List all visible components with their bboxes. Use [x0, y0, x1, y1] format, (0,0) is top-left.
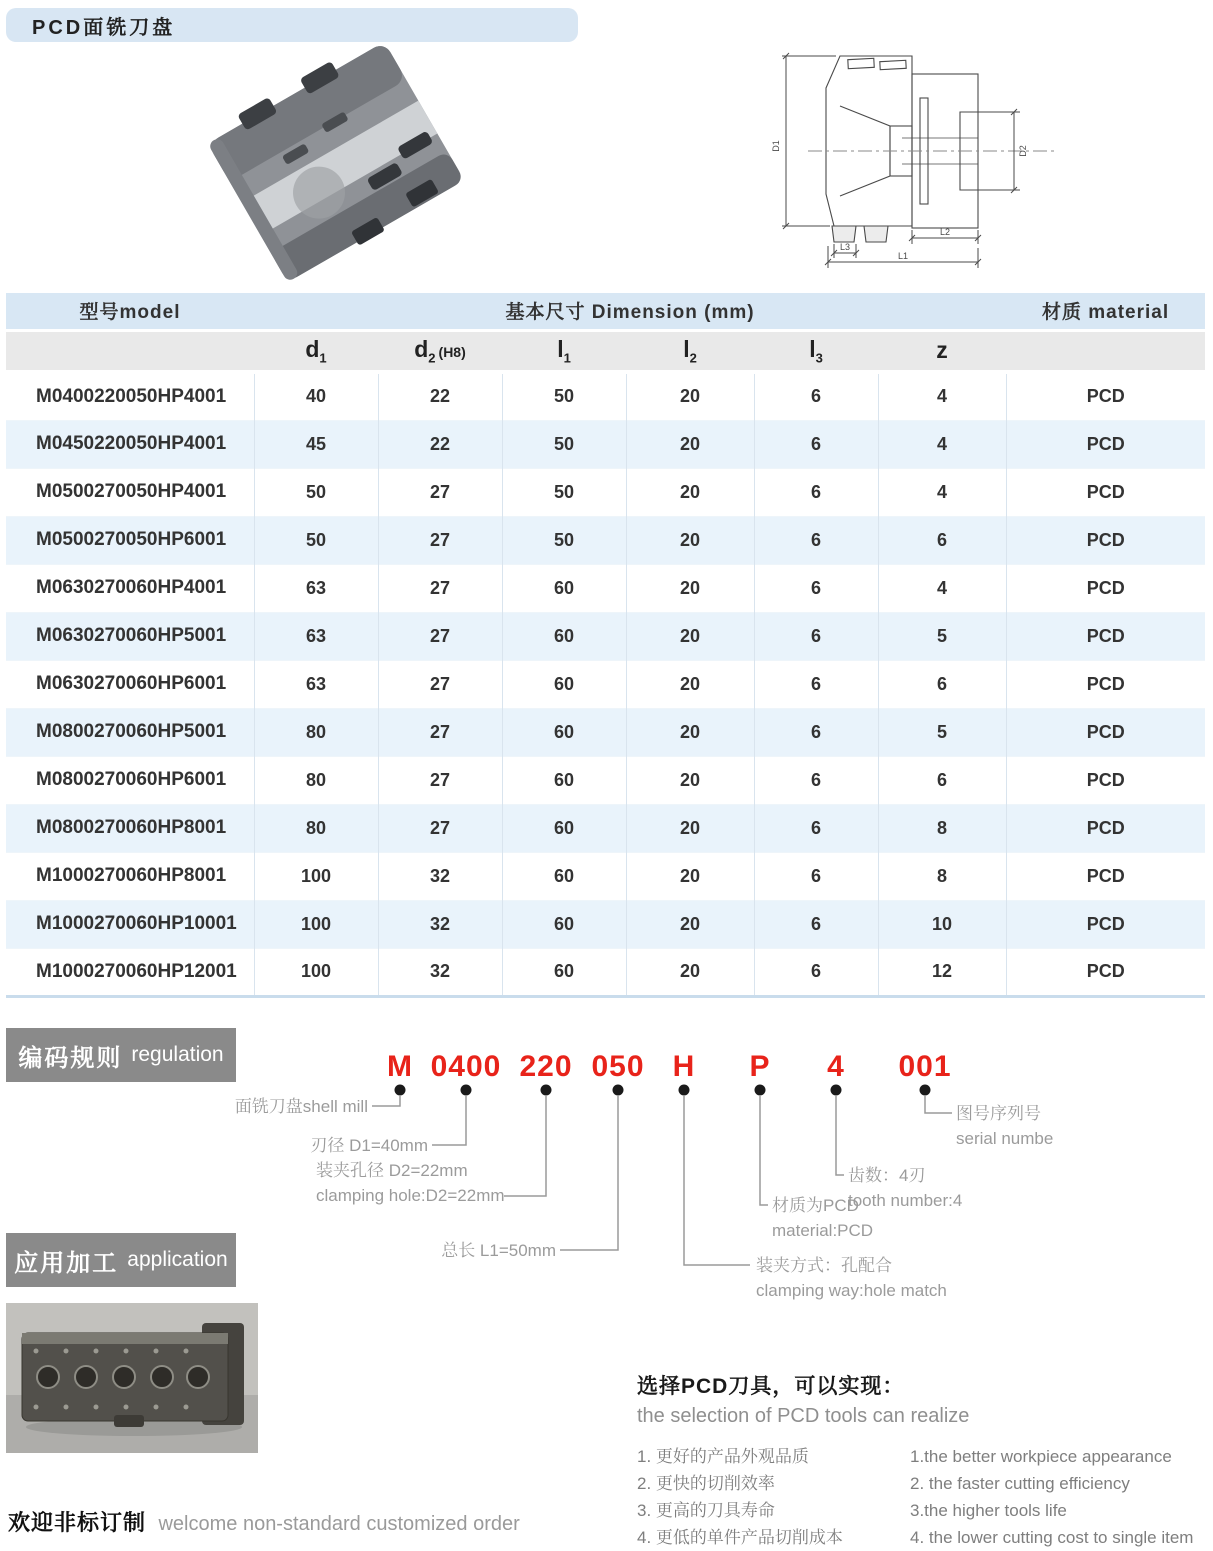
footer-note [8, 1506, 520, 1537]
d1-cell: 63 [254, 612, 378, 660]
model-cell: M0800270060HP5001 [6, 708, 254, 756]
d2-cell: 27 [378, 660, 502, 708]
z-cell: 4 [878, 564, 1006, 612]
l2-cell: 20 [626, 852, 754, 900]
code-token-p: P [749, 1050, 771, 1083]
code-token-4: 4 [827, 1050, 845, 1083]
annotation-tooth-cn: 齿数：4刃 [848, 1166, 926, 1185]
d2-cell: 22 [378, 372, 502, 420]
l2-cell: 20 [626, 564, 754, 612]
table-header-row [6, 293, 1205, 330]
l3-cell: 6 [754, 516, 878, 564]
benefits-list-cn [637, 1443, 910, 1551]
l3-cell: 6 [754, 612, 878, 660]
material-cell: PCD [1006, 900, 1205, 948]
benefits-title-cn: 选择PCD刀具，可以实现： [637, 1375, 905, 1398]
l1-cell: 50 [502, 468, 626, 516]
annotation-serial-cn: 图号序列号 [956, 1104, 1041, 1123]
col-header-l3: $l_3$ [754, 330, 878, 372]
l1-cell: 50 [502, 372, 626, 420]
model-cell: M0630270060HP5001 [6, 612, 254, 660]
table-row [6, 468, 1205, 516]
footer-cn: 欢迎非标订制 [8, 1510, 147, 1535]
z-cell: 5 [878, 612, 1006, 660]
l2-cell: 20 [626, 612, 754, 660]
annotation-shell-mill: 面铣刀盘shell mill [234, 1097, 368, 1116]
d1-cell: 80 [254, 708, 378, 756]
l3-cell: 6 [754, 900, 878, 948]
material-cell: PCD [1006, 804, 1205, 852]
subheader-empty [6, 330, 254, 372]
table-row [6, 852, 1205, 900]
col-header-z: z [878, 330, 1006, 372]
table-row [6, 516, 1205, 564]
subheader-empty-material [1006, 330, 1205, 372]
annotation-serial-en: serial numbe [956, 1129, 1054, 1148]
footer-en: welcome non-standard customized order [158, 1513, 520, 1535]
l3-cell: 6 [754, 372, 878, 420]
table-row [6, 564, 1205, 612]
z-cell: 10 [878, 900, 1006, 948]
d2-cell: 27 [378, 756, 502, 804]
material-cell: PCD [1006, 372, 1205, 420]
l1-cell: 50 [502, 420, 626, 468]
l1-cell: 60 [502, 852, 626, 900]
application-badge: 应用加工 application [6, 1233, 236, 1287]
annotation-material-en: material:PCD [772, 1221, 874, 1240]
table-row [6, 612, 1205, 660]
annotation-clamping-en: clamping hole:D2=22mm [316, 1186, 505, 1205]
z-cell: 6 [878, 516, 1006, 564]
model-cell: M1000270060HP8001 [6, 852, 254, 900]
model-cell: M0500270050HP4001 [6, 468, 254, 516]
table-row [6, 708, 1205, 756]
annotation-tooth-en: tooth number:4 [848, 1191, 963, 1210]
table-row [6, 756, 1205, 804]
benefits-list-en [910, 1443, 1193, 1551]
dim-label-d1: D1 [771, 140, 781, 152]
l3-cell: 6 [754, 708, 878, 756]
col-header-l1: $l_1$ [502, 330, 626, 372]
pcd-benefits [637, 1370, 1212, 1551]
dim-label-l3: L3 [839, 242, 851, 252]
model-cell: M1000270060HP12001 [6, 948, 254, 996]
dim-label-d2: D2 [1018, 145, 1028, 157]
d2-cell: 27 [378, 804, 502, 852]
code-token-0400: 0400 [430, 1050, 502, 1083]
model-cell: M0630270060HP4001 [6, 564, 254, 612]
d2-cell: 22 [378, 420, 502, 468]
col-header-d2: $d_2$ (H8) [378, 330, 502, 372]
material-cell: PCD [1006, 948, 1205, 996]
annotation-clamping-cn: 装夹孔径 D2=22mm [316, 1161, 468, 1180]
z-cell: 4 [878, 372, 1006, 420]
material-cell: PCD [1006, 516, 1205, 564]
d1-cell: 100 [254, 852, 378, 900]
col-header-d1: $d_1$ [254, 330, 378, 372]
material-cell: PCD [1006, 468, 1205, 516]
table-row [6, 372, 1205, 420]
d2-cell: 27 [378, 564, 502, 612]
material-cell: PCD [1006, 564, 1205, 612]
model-cell: M0450220050HP4001 [6, 420, 254, 468]
table-row [6, 948, 1205, 996]
l3-cell: 6 [754, 948, 878, 996]
l1-cell: 60 [502, 612, 626, 660]
l2-cell: 20 [626, 756, 754, 804]
code-token-h: H [672, 1050, 696, 1083]
benefit-item-en: 1.the better workpiece appearance [910, 1447, 1172, 1466]
l2-cell: 20 [626, 372, 754, 420]
benefit-item-cn: 2. 更快的切削效率 [637, 1474, 775, 1493]
z-cell: 12 [878, 948, 1006, 996]
code-token-001: 001 [898, 1050, 952, 1083]
l3-cell: 6 [754, 420, 878, 468]
regulation-badge: 编码规则 regulation [6, 1028, 236, 1082]
dim-label-l1: L1 [897, 251, 909, 261]
table-row [6, 660, 1205, 708]
code-token-m: M [387, 1050, 413, 1083]
l3-cell: 6 [754, 804, 878, 852]
col-header-dimension: 基本尺寸 Dimension (mm) [254, 293, 1006, 330]
model-cell: M1000270060HP10001 [6, 900, 254, 948]
model-cell: M0400220050HP4001 [6, 372, 254, 420]
material-cell: PCD [1006, 756, 1205, 804]
z-cell: 6 [878, 660, 1006, 708]
model-cell: M0800270060HP8001 [6, 804, 254, 852]
annotation-d1: 刃径 D1=40mm [310, 1136, 428, 1155]
d2-cell: 32 [378, 900, 502, 948]
l2-cell: 20 [626, 660, 754, 708]
d2-cell: 27 [378, 612, 502, 660]
d1-cell: 80 [254, 804, 378, 852]
face-mill-render-graphic [160, 40, 510, 288]
l2-cell: 20 [626, 708, 754, 756]
material-cell: PCD [1006, 852, 1205, 900]
table-row [6, 900, 1205, 948]
dim-label-l2: L2 [939, 227, 951, 237]
table-row [6, 420, 1205, 468]
l2-cell: 20 [626, 948, 754, 996]
d2-cell: 32 [378, 948, 502, 996]
l1-cell: 60 [502, 948, 626, 996]
d1-cell: 40 [254, 372, 378, 420]
annotation-l1: 总长 L1=50mm [441, 1241, 556, 1260]
product-3d-render [160, 40, 510, 288]
code-token-050: 050 [591, 1050, 645, 1083]
l3-cell: 6 [754, 852, 878, 900]
l1-cell: 60 [502, 564, 626, 612]
d2-cell: 27 [378, 708, 502, 756]
l1-cell: 60 [502, 900, 626, 948]
material-cell: PCD [1006, 612, 1205, 660]
annotation-clamping-way-en: clamping way:hole match [756, 1281, 947, 1300]
benefit-item-en: 2. the faster cutting efficiency [910, 1474, 1130, 1493]
material-cell: PCD [1006, 420, 1205, 468]
z-cell: 8 [878, 852, 1006, 900]
d1-cell: 45 [254, 420, 378, 468]
technical-drawing [752, 46, 1072, 294]
benefit-item-en: 3.the higher tools life [910, 1501, 1067, 1520]
l1-cell: 60 [502, 756, 626, 804]
d1-cell: 50 [254, 516, 378, 564]
col-header-l2: $l_2$ [626, 330, 754, 372]
d1-cell: 63 [254, 564, 378, 612]
z-cell: 8 [878, 804, 1006, 852]
technical-drawing-graphic [752, 46, 1072, 294]
l3-cell: 6 [754, 564, 878, 612]
spec-table [6, 293, 1205, 998]
col-header-model: 型号model [6, 293, 254, 330]
z-cell: 5 [878, 708, 1006, 756]
z-cell: 4 [878, 468, 1006, 516]
model-cell: M0630270060HP6001 [6, 660, 254, 708]
page-title: PCD面铣刀盘 [32, 16, 176, 39]
code-token-220: 220 [519, 1050, 573, 1083]
l3-cell: 6 [754, 756, 878, 804]
d2-cell: 27 [378, 516, 502, 564]
l1-cell: 60 [502, 660, 626, 708]
col-header-material: 材质 material [1006, 293, 1205, 330]
d2-cell: 27 [378, 468, 502, 516]
z-cell: 4 [878, 420, 1006, 468]
l1-cell: 60 [502, 804, 626, 852]
benefits-title-en: the selection of PCD tools can realize [637, 1405, 970, 1427]
l1-cell: 50 [502, 516, 626, 564]
d1-cell: 63 [254, 660, 378, 708]
application-photo [6, 1303, 258, 1453]
d1-cell: 50 [254, 468, 378, 516]
material-cell: PCD [1006, 708, 1205, 756]
benefit-item-cn: 4. 更低的单件产品切削成本 [637, 1528, 843, 1547]
page-title-bar [6, 8, 578, 42]
l1-cell: 60 [502, 708, 626, 756]
benefit-item-cn: 3. 更高的刀具寿命 [637, 1501, 775, 1520]
l2-cell: 20 [626, 420, 754, 468]
d2-cell: 32 [378, 852, 502, 900]
l2-cell: 20 [626, 468, 754, 516]
material-cell: PCD [1006, 660, 1205, 708]
d1-cell: 80 [254, 756, 378, 804]
l2-cell: 20 [626, 516, 754, 564]
table-subheader-row [6, 330, 1205, 372]
l3-cell: 6 [754, 468, 878, 516]
d1-cell: 100 [254, 948, 378, 996]
z-cell: 6 [878, 756, 1006, 804]
benefit-item-en: 4. the lower cutting cost to single item [910, 1528, 1194, 1547]
l3-cell: 6 [754, 660, 878, 708]
l2-cell: 20 [626, 900, 754, 948]
model-cell: M0800270060HP6001 [6, 756, 254, 804]
benefit-item-cn: 1. 更好的产品外观品质 [637, 1447, 809, 1466]
model-cell: M0500270050HP6001 [6, 516, 254, 564]
table-row [6, 804, 1205, 852]
engine-cylinder-head-graphic [6, 1303, 258, 1453]
annotation-clamping-way-cn: 装夹方式：孔配合 [756, 1256, 892, 1275]
l2-cell: 20 [626, 804, 754, 852]
annotation-material-cn: 材质为PCD [772, 1196, 859, 1215]
d1-cell: 100 [254, 900, 378, 948]
